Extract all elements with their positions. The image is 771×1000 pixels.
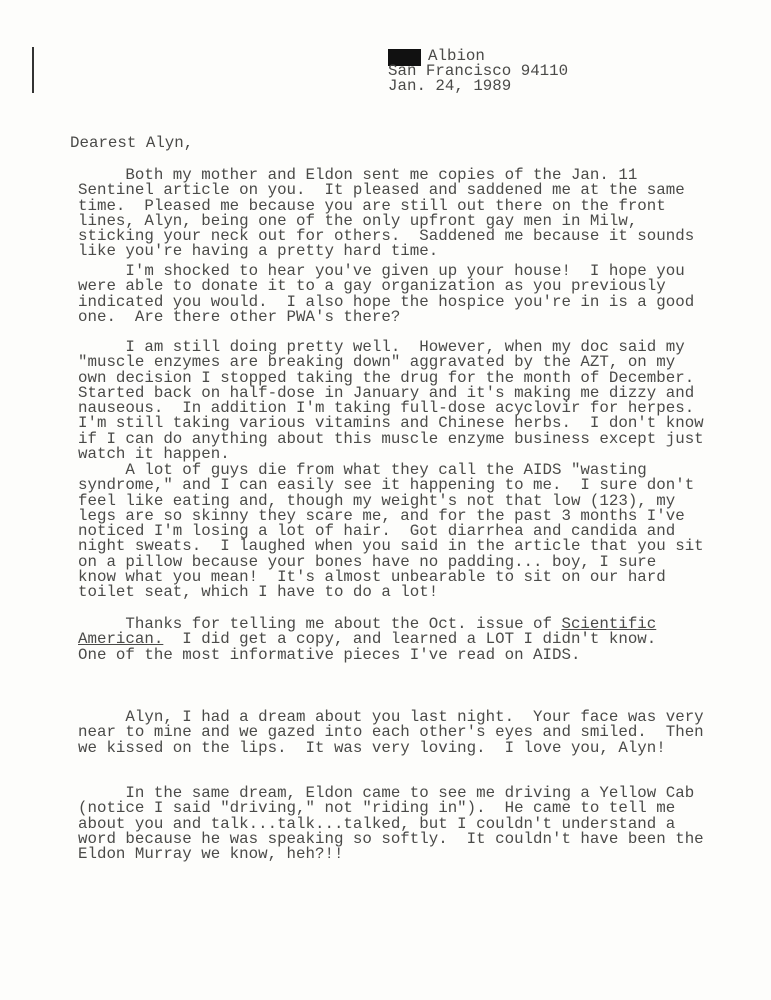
magazine-title-underlined: American. bbox=[78, 630, 164, 649]
text-line: syndrome," and I can easily see it happening to me. I sure don't bbox=[78, 476, 695, 495]
text-line: One of the most informative pieces I've read on AIDS. bbox=[78, 645, 581, 664]
text-line: In the same dream, Eldon came to see me driving a Yellow Cab bbox=[78, 784, 695, 802]
text-line: I'm shocked to hear you've given up your house! I hope you bbox=[78, 262, 685, 280]
text-line: I'm still taking various vitamins and Chinese herbs. I don't know bbox=[78, 414, 704, 433]
text: Thanks for telling me about the Oct. issue of bbox=[78, 615, 562, 633]
paragraph-3 bbox=[78, 340, 704, 462]
text-line: Both my mother and Eldon sent me copies of the Jan. 11 bbox=[78, 166, 638, 184]
text-line: A lot of guys die from what they call the AIDS "wasting bbox=[78, 461, 647, 479]
text-line: Sentinel article on you. It pleased and saddened me at the same bbox=[78, 181, 685, 200]
text-line: lines, Alyn, being one of the only upfront gay men in Milw, bbox=[78, 211, 638, 230]
text-line: on a pillow because your bones have no padding... boy, I sure bbox=[78, 552, 657, 571]
salutation: Dearest Alyn, bbox=[70, 134, 194, 152]
text-line: Eldon Murray we know, heh?!! bbox=[78, 845, 344, 864]
letter-date: Jan. 24, 1989 bbox=[388, 77, 512, 95]
text-line: noticed I'm losing a lot of hair. Got diarrhea and candida and bbox=[78, 522, 676, 541]
text-line: own decision I stopped taking the drug for the month of December. bbox=[78, 368, 695, 387]
text-line: about you and talk...talk...talked, but I couldn't understand a bbox=[78, 814, 676, 833]
text-line: if I can do anything about this muscle enzyme business except just bbox=[78, 429, 704, 448]
text-line: time. Pleased me because you are still out there on the front bbox=[78, 196, 666, 215]
text-line: near to mine and we gazed into each other's eyes and smiled. Then bbox=[78, 723, 704, 742]
text-line: watch it happen. bbox=[78, 445, 230, 464]
text-line: legs are so skinny they scare me, and for the past 3 months I've bbox=[78, 506, 685, 525]
text-line: know what you mean! It's almost unbearable to sit on our hard bbox=[78, 568, 666, 587]
address-street: Albion bbox=[428, 47, 485, 65]
text-line: toilet seat, which I have to do a lot! bbox=[78, 583, 439, 602]
margin-pen-mark bbox=[32, 47, 34, 93]
text-line: we kissed on the lips. It was very loving. I love you, Alyn! bbox=[78, 738, 666, 757]
paragraph-1 bbox=[78, 168, 694, 260]
text-line: nauseous. In addition I'm taking full-dose acyclovir for herpes. bbox=[78, 399, 695, 418]
text-line: sticking your neck out for others. Saddened me because it sounds bbox=[78, 227, 695, 246]
text-line: one. Are there other PWA's there? bbox=[78, 307, 401, 326]
text-line: (notice I said "driving," not "riding in"). He came to tell me bbox=[78, 799, 676, 818]
paragraph-dream bbox=[78, 710, 704, 756]
text-line: indicated you would. I also hope the hospice you're in is a good bbox=[78, 292, 695, 311]
magazine-title-underlined: Scientific bbox=[561, 615, 657, 633]
paragraph-4 bbox=[78, 463, 704, 601]
paragraph-scientific-american bbox=[78, 617, 656, 663]
text-line: like you're having a pretty hard time. bbox=[78, 242, 439, 261]
text: I did get a copy, and learned a LOT I didn't know. bbox=[163, 630, 657, 649]
text-line: Started back on half-dose in January and it's making me dizzy and bbox=[78, 383, 695, 402]
address-city: San Francisco 94110 bbox=[388, 62, 569, 80]
text-line: Alyn, I had a dream about you last night. Your face was very bbox=[78, 708, 704, 726]
paragraph-eldon bbox=[78, 786, 704, 862]
text-line: were able to donate it to a gay organization as you previously bbox=[78, 277, 666, 296]
text-line: feel like eating and, though my weight's not that low (123), my bbox=[78, 491, 676, 510]
text-line: night sweats. I laughed when you said in the article that you sit bbox=[78, 537, 704, 556]
text-line: word because he was speaking so softly. It couldn't have been the bbox=[78, 829, 704, 848]
text-line: "muscle enzymes are breaking down" aggravated by the AZT, on my bbox=[78, 353, 676, 372]
paragraph-2 bbox=[78, 264, 694, 325]
text-line: I am still doing pretty well. However, when my doc said my bbox=[78, 338, 685, 356]
